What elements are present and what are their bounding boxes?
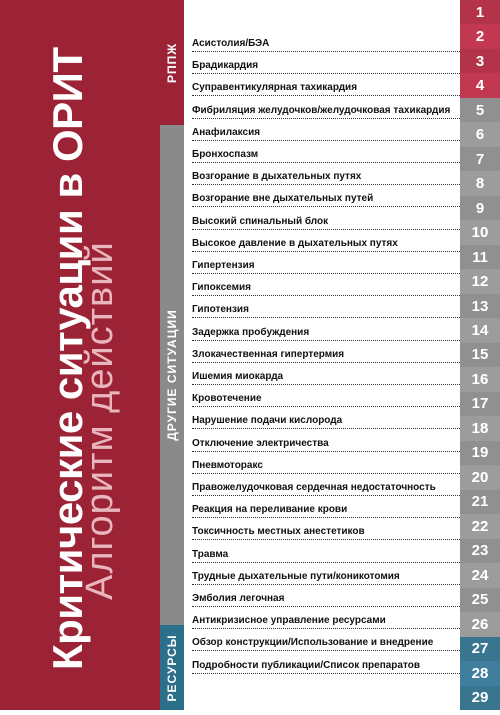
section-strip-rppzh xyxy=(160,0,184,125)
cover-subtitle: Алгоритм действий xyxy=(79,241,121,600)
toc-entry-label: Обзор конструкции/Использование и внедрение xyxy=(192,637,434,649)
toc-entry-label: Реакция на переливание крови xyxy=(192,504,348,516)
toc-entry-label: Задержка пробуждения xyxy=(192,326,310,338)
toc-entry-label: Бронхоспазм xyxy=(192,149,259,160)
page-tab[interactable]: 14 xyxy=(460,318,500,342)
cover-subtitle-wrap xyxy=(80,5,120,715)
toc-entry[interactable] xyxy=(192,260,460,278)
toc-entry[interactable] xyxy=(192,149,460,167)
toc-entry-label: Возгорание в дыхательных путях xyxy=(192,171,362,183)
toc-leader-dots xyxy=(192,229,460,230)
toc-entry[interactable] xyxy=(192,238,460,256)
toc-entry[interactable] xyxy=(192,38,460,56)
toc-leader-dots xyxy=(192,495,460,496)
toc-entry[interactable] xyxy=(192,526,460,544)
page-tab[interactable]: 28 xyxy=(460,661,500,685)
toc-entry-label: Гипертензия xyxy=(192,260,255,271)
toc-leader-dots xyxy=(192,539,460,540)
toc-entry[interactable] xyxy=(192,615,460,633)
section-strip-other xyxy=(160,125,184,625)
toc-entry-label: Токсичность местных анестетиков xyxy=(192,526,365,538)
toc-entry[interactable] xyxy=(192,171,460,189)
toc-entry-label: Суправентикулярная тахикардия xyxy=(192,82,358,94)
toc-leader-dots xyxy=(192,473,460,474)
page-tab[interactable]: 6 xyxy=(460,122,500,146)
toc-entry[interactable] xyxy=(192,571,460,589)
toc-leader-dots xyxy=(192,584,460,585)
section-label-resources: РЕСУРСЫ xyxy=(165,633,179,702)
toc-leader-dots xyxy=(192,606,460,607)
toc-entry[interactable] xyxy=(192,105,460,123)
toc-entry-label: Брадикардия xyxy=(192,60,259,72)
page-tab[interactable]: 4 xyxy=(460,73,500,97)
toc-leader-dots xyxy=(192,562,460,563)
cover-panel xyxy=(0,0,160,710)
section-strip-resources xyxy=(160,625,184,710)
toc-entry[interactable] xyxy=(192,193,460,211)
toc-entry-label: Нарушение подачи кислорода xyxy=(192,415,343,427)
toc-entry[interactable] xyxy=(192,82,460,100)
page-tab[interactable]: 24 xyxy=(460,563,500,587)
toc-leader-dots xyxy=(192,517,460,518)
toc-entry[interactable] xyxy=(192,327,460,345)
cover-title: Критические ситуации в ОРИТ xyxy=(44,47,91,670)
toc-entry-label: Кровотечение xyxy=(192,393,262,405)
page-tab[interactable]: 20 xyxy=(460,465,500,489)
toc-entry-label: Фибриляция желудочков/желудочковая тахикардия xyxy=(192,104,451,116)
page-tab[interactable]: 2 xyxy=(460,24,500,48)
toc-entry-label: Травма xyxy=(192,548,229,560)
toc-entry[interactable] xyxy=(192,660,460,678)
toc-entry-label: Пневмоторакс xyxy=(192,459,263,471)
toc-entry[interactable] xyxy=(192,371,460,389)
toc-entry-label: Эмболия легочная xyxy=(192,593,285,604)
toc-entry[interactable] xyxy=(192,393,460,411)
toc-leader-dots xyxy=(192,51,460,52)
page-tab[interactable]: 10 xyxy=(460,220,500,244)
toc-entry[interactable] xyxy=(192,216,460,234)
page-tab[interactable]: 13 xyxy=(460,294,500,318)
toc-entry[interactable] xyxy=(192,482,460,500)
toc-entry-label: Отключение электричества xyxy=(192,437,329,449)
section-label-other: ДРУГИЕ СИТУАЦИИ xyxy=(165,309,179,441)
toc-entry-label: Ишемия миокарда xyxy=(192,371,284,382)
page-tab[interactable]: 29 xyxy=(460,686,500,710)
section-label-rppzh: РППЖ xyxy=(165,42,179,83)
page-tabs xyxy=(460,0,500,710)
toc-entry-label: Трудные дыхательные пути/коникотомия xyxy=(192,570,400,582)
toc-entry[interactable] xyxy=(192,593,460,611)
page-tab[interactable]: 11 xyxy=(460,245,500,269)
page-tab[interactable]: 21 xyxy=(460,490,500,514)
toc-leader-dots xyxy=(192,628,460,629)
toc-entry[interactable] xyxy=(192,549,460,567)
page-tab[interactable]: 3 xyxy=(460,49,500,73)
toc-entry[interactable] xyxy=(192,438,460,456)
page-tab[interactable]: 17 xyxy=(460,392,500,416)
toc-entry[interactable] xyxy=(192,127,460,145)
page-tab[interactable]: 16 xyxy=(460,367,500,391)
toc-leader-dots xyxy=(192,206,460,207)
toc-entry-label: Правожелудочковая сердечная недостаточность xyxy=(192,482,436,493)
page-tab[interactable]: 26 xyxy=(460,612,500,636)
toc-leader-dots xyxy=(192,251,460,252)
toc-leader-dots xyxy=(192,428,460,429)
toc-entry-label: Гипоксемия xyxy=(192,282,251,294)
toc-leader-dots xyxy=(192,384,460,385)
page-tab[interactable]: 8 xyxy=(460,171,500,195)
toc-entry-label: Высокий спинальный блок xyxy=(192,215,329,227)
toc-entry[interactable] xyxy=(192,282,460,300)
toc-leader-dots xyxy=(192,73,460,74)
toc-entry-label: Возгорание вне дыхательных путей xyxy=(192,193,374,205)
toc-leader-dots xyxy=(192,650,460,651)
toc-entry[interactable] xyxy=(192,504,460,522)
page-tab[interactable]: 25 xyxy=(460,588,500,612)
toc-entry-label: Асистолия/БЭА xyxy=(192,38,270,49)
toc-leader-dots xyxy=(192,162,460,163)
toc-leader-dots xyxy=(192,95,460,96)
toc-leader-dots xyxy=(192,317,460,318)
page-tab[interactable]: 23 xyxy=(460,539,500,563)
page-tab[interactable]: 1 xyxy=(460,0,500,24)
toc-entry-label: Антикризисное управление ресурсами xyxy=(192,615,386,627)
toc-leader-dots xyxy=(192,673,460,674)
toc-entry-label: Подробности публикации/Список препаратов xyxy=(192,659,420,671)
toc-entry[interactable] xyxy=(192,349,460,367)
page-tab[interactable]: 27 xyxy=(460,637,500,661)
toc-entry[interactable] xyxy=(192,60,460,78)
page-tab[interactable]: 22 xyxy=(460,514,500,538)
toc-leader-dots xyxy=(192,362,460,363)
toc-leader-dots xyxy=(192,118,460,119)
toc-leader-dots xyxy=(192,451,460,452)
toc-leader-dots xyxy=(192,140,460,141)
toc-entry[interactable] xyxy=(192,304,460,322)
page-tab[interactable]: 15 xyxy=(460,343,500,367)
toc-leader-dots xyxy=(192,340,460,341)
toc-leader-dots xyxy=(192,184,460,185)
page-tab[interactable]: 18 xyxy=(460,416,500,440)
page-tab[interactable]: 19 xyxy=(460,441,500,465)
toc-entry-label: Злокачественная гипертермия xyxy=(192,348,345,360)
toc-entry[interactable] xyxy=(192,415,460,433)
page-tab[interactable]: 7 xyxy=(460,147,500,171)
toc-entry[interactable] xyxy=(192,460,460,478)
toc-entry-label: Гипотензия xyxy=(192,304,249,316)
toc-entry[interactable] xyxy=(192,637,460,655)
toc-entry-label: Анафилаксия xyxy=(192,126,261,138)
toc-leader-dots xyxy=(192,406,460,407)
toc-leader-dots xyxy=(192,295,460,296)
page-tab[interactable]: 5 xyxy=(460,98,500,122)
toc-leader-dots xyxy=(192,273,460,274)
page-tab[interactable]: 12 xyxy=(460,269,500,293)
toc-entry-label: Высокое давление в дыхательных путях xyxy=(192,237,398,249)
table-of-contents xyxy=(192,0,460,710)
page-tab[interactable]: 9 xyxy=(460,196,500,220)
